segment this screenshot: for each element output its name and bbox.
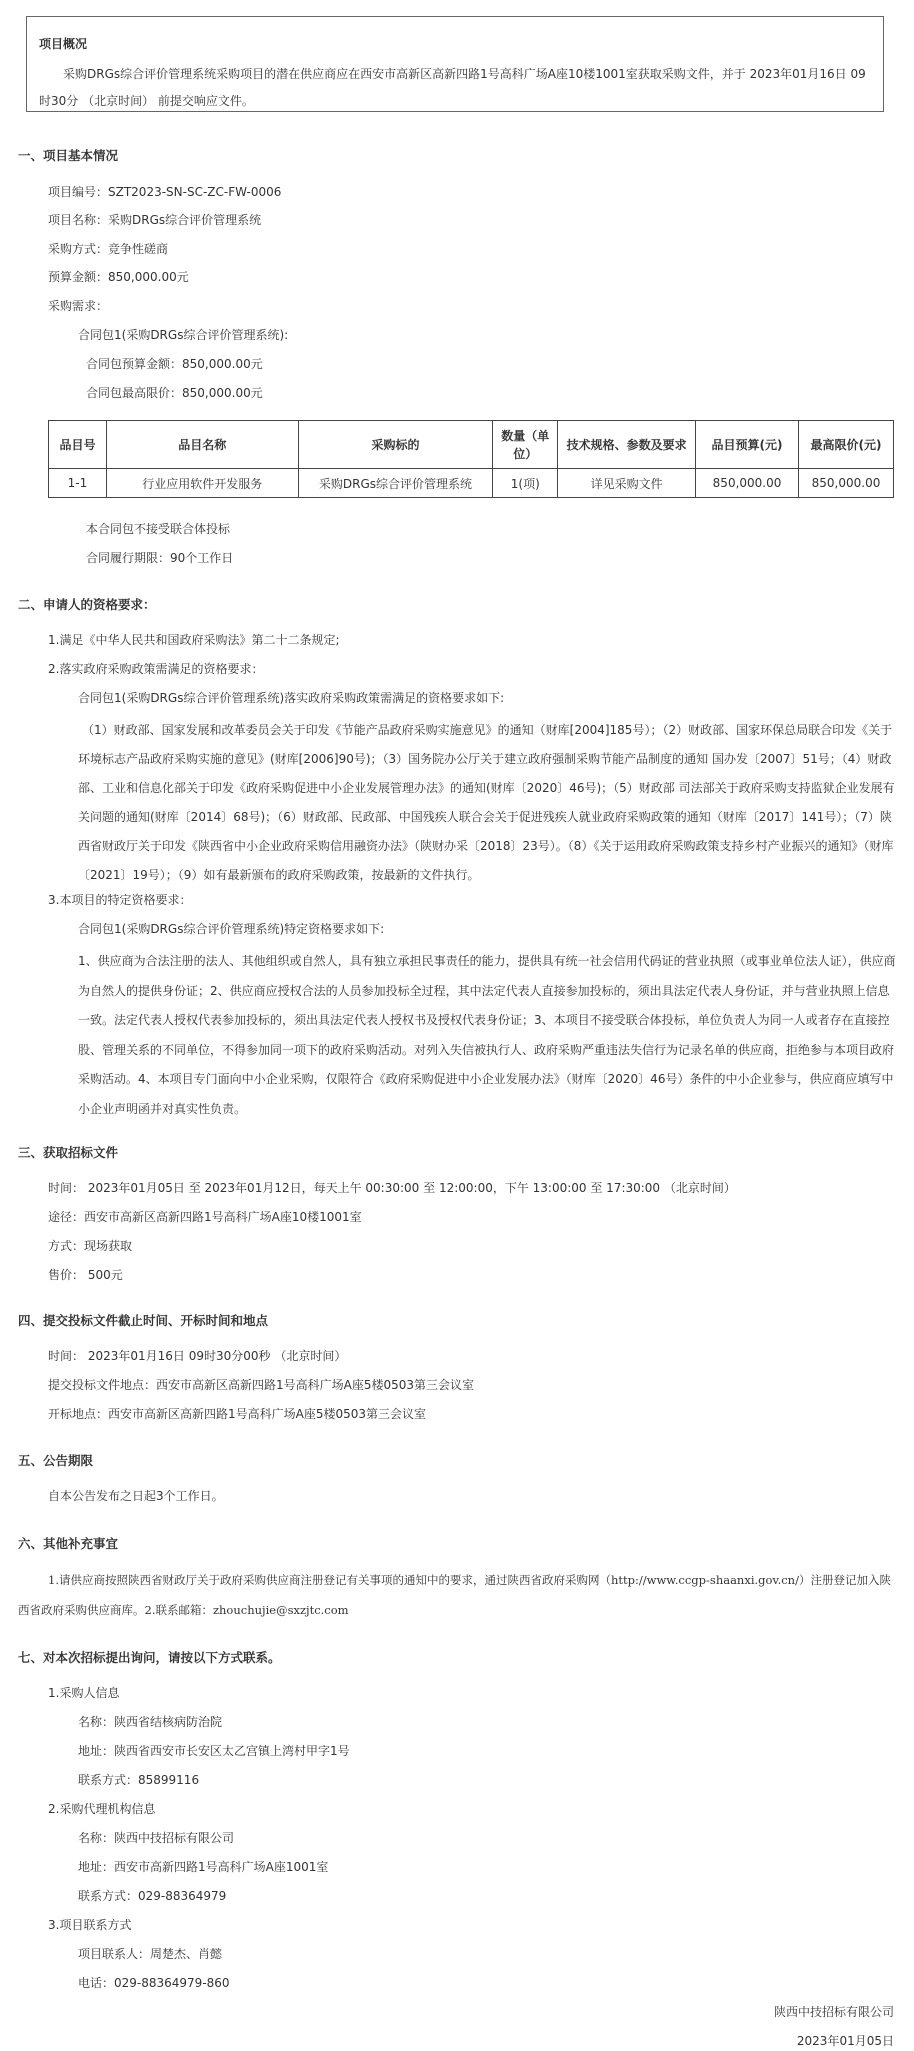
table-cell: 1(项): [493, 469, 558, 498]
obtain-way: 方式：现场获取: [48, 1239, 133, 1253]
submit-place: 提交投标文件地点：西安市高新区高新四路1号高科广场A座5楼0503第三会议室: [48, 1378, 475, 1392]
contact-phone: 电话：029-88364979-860: [78, 1976, 230, 1990]
section1-title: 一、项目基本情况: [18, 148, 119, 163]
contact-person: 项目联系人：周楚杰、肖懿: [78, 1947, 223, 1961]
table-header-cell: 品目号: [49, 421, 107, 469]
table-row: [49, 469, 894, 498]
agency-name: 名称：陕西中技招标有限公司: [78, 1831, 235, 1845]
section3-title: 三、获取招标文件: [18, 1145, 119, 1160]
agency-address: 地址：西安市高新四路1号高科广场A座1001室: [78, 1860, 329, 1874]
package-budget: 合同包预算金额：850,000.00元: [86, 357, 263, 371]
table-header-cell: 最高限价(元): [799, 421, 894, 469]
table-cell: 850,000.00: [696, 469, 799, 498]
supplementary-text: 1.请供应商按照陕西省财政厅关于政府采购供应商注册登记有关事项的通知中的要求，通过陕西省政府采购网（http://www.ccgp-shaanxi.gov.cn/）注册登记加入陕西省政府采购供应商库。2.联系邮箱：zhouchujie@sxzjtc.com: [18, 1573, 891, 1617]
table-header-cell: 采购标的: [298, 421, 493, 469]
buyer-address: 地址：陕西省西安市长安区太乙宫镇上湾村甲字1号: [78, 1744, 350, 1758]
qualification-item-3: 3.本项目的特定资格要求：: [48, 893, 192, 907]
package-max-price: 合同包最高限价：850,000.00元: [86, 386, 263, 400]
table-header-cell: 品目预算(元): [696, 421, 799, 469]
table-cell: 详见采购文件: [558, 469, 696, 498]
deadline-time: 时间： 2023年01月16日 09时30分00秒 （北京时间）: [48, 1349, 347, 1363]
table-header-cell: 数量（单位）: [493, 421, 558, 469]
project-name: 项目名称：采购DRGs综合评价管理系统: [48, 213, 262, 227]
table-header-row: [49, 421, 894, 469]
section2-title: 二、申请人的资格要求：: [18, 597, 156, 612]
agency-info-title: 2.采购代理机构信息: [48, 1802, 156, 1816]
qualification-item-1: 1.满足《中华人民共和国政府采购法》第二十二条规定;: [48, 633, 340, 647]
procurement-method: 采购方式：竞争性磋商: [48, 242, 169, 256]
specific-requirements-text: 1、供应商为合法注册的法人、其他组织或自然人，具有独立承担民事责任的能力，提供具有统一社会信用代码证的营业执照（或事业单位法人证），供应商为自然人的提供身份证；2、供应商应授权合法的人员参加投标全过程，其中法定代表人直接参加投标的，须出具法定代表人身份证，并与营业执照上信息一致。法定代表人授权代表参加投标的，须出具法定代表人授权书及授权代表身份证；3、本项目不接受联合体投标，单位负责人为同一人或者存在直接控股、管理关系的不同单位，不得参加同一项下的政府采购活动。对列入失信被执行人、政府采购严重违法失信行为记录名单的供应商，拒绝参与本项目政府采购活动。4、本项目专门面向中小企业采购，仅限符合《政府采购促进中小企业发展办法》（财库〔2020〕46号）条件的中小企业参与，供应商应填写中小企业声明函并对真实性负责。: [78, 954, 896, 1116]
buyer-phone: 联系方式：85899116: [78, 1773, 200, 1787]
footer-date: 2023年01月05日: [796, 2034, 894, 2048]
section7-title: 七、对本次招标提出询问，请按以下方式联系。: [18, 1650, 281, 1665]
overview-title: 项目概况: [39, 37, 88, 51]
section4-title: 四、提交投标文件截止时间、开标时间和地点: [18, 1313, 269, 1328]
section6-title: 六、其他补充事宜: [18, 1536, 119, 1551]
table-cell: 1-1: [49, 469, 107, 498]
table-header-cell: 品目名称: [106, 421, 298, 469]
qualification-item-2-sub: 合同包1(采购DRGs综合评价管理系统)落实政府采购政策需满足的资格要求如下:: [78, 691, 505, 705]
qualification-item-3-sub: 合同包1(采购DRGs综合评价管理系统)特定资格要求如下:: [78, 922, 385, 936]
overview-box: [26, 16, 884, 112]
contract-period: 合同履行期限：90个工作日: [86, 551, 234, 565]
demand-label: 采购需求：: [48, 299, 109, 313]
buyer-name: 名称：陕西省结核病防治院: [78, 1715, 223, 1729]
footer-org: 陕西中技招标有限公司: [773, 2005, 894, 2019]
opening-place: 开标地点：西安市高新区高新四路1号高科广场A座5楼0503第三会议室: [48, 1407, 427, 1421]
table-cell: 行业应用软件开发服务: [106, 469, 298, 498]
document-price: 售价： 500元: [48, 1268, 123, 1282]
qualification-item-2: 2.落实政府采购政策需满足的资格要求：: [48, 662, 264, 676]
contact-info-title: 3.项目联系方式: [48, 1918, 132, 1932]
budget: 预算金额：850,000.00元: [48, 270, 189, 284]
no-consortium-note: 本合同包不接受联合体投标: [86, 522, 231, 536]
section5-title: 五、公告期限: [18, 1453, 94, 1468]
notice-period-text: 自本公告发布之日起3个工作日。: [48, 1489, 224, 1503]
buyer-info-title: 1.采购人信息: [48, 1686, 120, 1700]
table-cell: 采购DRGs综合评价管理系统: [298, 469, 493, 498]
project-no: 项目编号：SZT2023-SN-SC-ZC-FW-0006: [48, 185, 282, 199]
overview-text: 采购DRGs综合评价管理系统采购项目的潜在供应商应在西安市高新区高新四路1号高科广场A座10楼1001室获取采购文件，并于 2023年01月16日 09时30分 （北京时间） 前提交响应文件。: [39, 67, 866, 108]
obtain-time: 时间： 2023年01月05日 至 2023年01月12日，每天上午 00:30:00 至 12:00:00，下午 13:00:00 至 17:30:00 （北京时间）: [48, 1181, 736, 1195]
obtain-place: 途径：西安市高新区高新四路1号高科广场A座10楼1001室: [48, 1210, 362, 1224]
policy-requirements-text: （1）财政部、国家发展和改革委员会关于印发《节能产品政府采购实施意见》的通知（财库[2004]185号）；（2）财政部、国家环保总局联合印发《关于环境标志产品政府采购实施的意见》(财库[2006]90号)；（3）国务院办公厅关于建立政府强制采购节能产品制度的通知 国办发〔2007〕51号；（4）财政部、工业和信息化部关于印发《政府采购促进中小企业发展管理办法》的通知(财库〔2020〕46号)；（5）财政部 司法部关于政府采购支持监狱企业发展有关问题的通知(财库〔2014〕68号)；（6）财政部、民政部、中国残疾人联合会关于促进残疾人就业政府采购政策的通知（财库〔2017〕141号）；（7）陕西省财政厅关于印发《陕西省中小企业政府采购信用融资办法》（陕财办采〔2018〕23号）。（8）《关于运用政府采购政策支持乡村产业振兴的通知》（财库〔2021〕19号）；（9）如有最新颁布的政府采购政策，按最新的文件执行。: [78, 723, 895, 882]
items-table: [48, 420, 894, 498]
table-cell: 850,000.00: [799, 469, 894, 498]
agency-phone: 联系方式：029-88364979: [78, 1889, 227, 1903]
table-header-cell: 技术规格、参数及要求: [558, 421, 696, 469]
package-label: 合同包1(采购DRGs综合评价管理系统):: [78, 328, 289, 342]
